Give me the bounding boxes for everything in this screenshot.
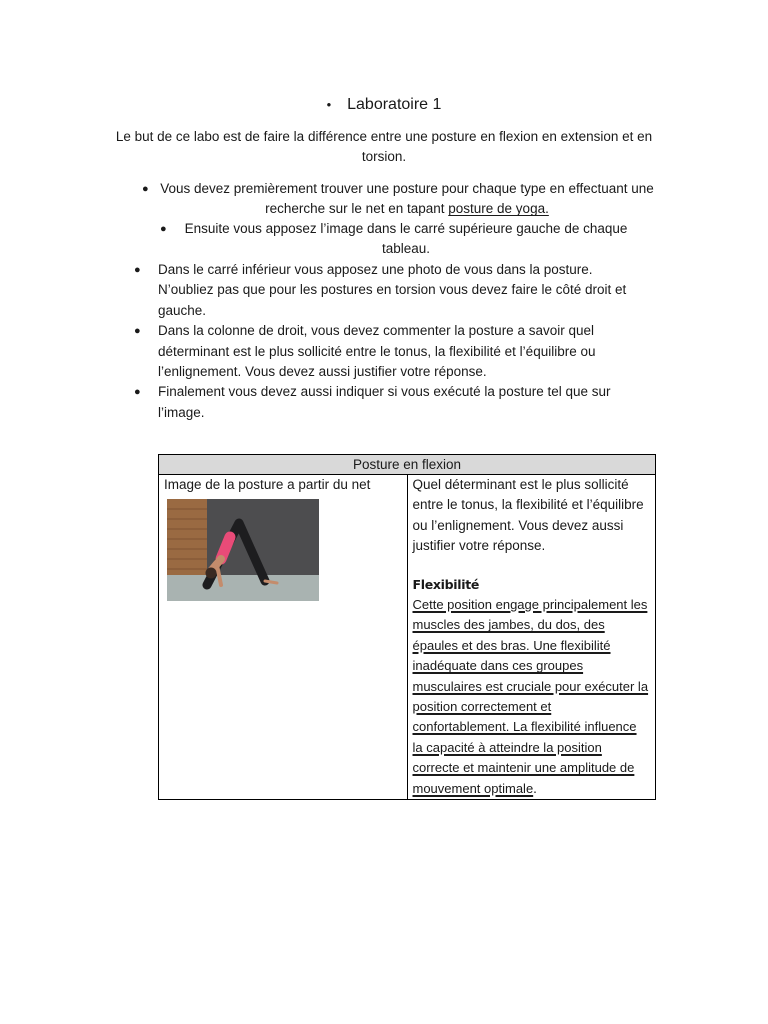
bullet-dot: ● — [134, 264, 141, 276]
bullet-dot: ● — [134, 386, 141, 399]
list-item-text: Finalement vous devez aussi indiquer si vous exécuté la posture tel que sur l’image. — [158, 384, 611, 420]
yoga-pose-image — [167, 499, 319, 601]
instruction-item-image — [160, 219, 632, 260]
bullet-dot: ● — [134, 325, 141, 338]
answer-heading: Flexibilité — [412, 576, 480, 592]
list-item — [134, 382, 648, 423]
instruction-text: Ensuite vous apposez l’image dans le carré supérieure gauche de chaque tableau. — [184, 221, 628, 257]
page-title — [0, 94, 768, 116]
bullet-dot: ● — [160, 223, 167, 235]
bullet-dot: ● — [142, 183, 149, 195]
answer-end: . — [533, 780, 537, 796]
list-item-text: Dans la colonne de droit, vous devez commenter la posture a savoir quel déterminant est le plus sollicité entre le tonus, la flexibilité et l’équilibre ou l’enlignement. Vous devez aussi justifier votre réponse. — [158, 323, 596, 380]
list-item-text: Dans le carré inférieur vous apposez une photo de vous dans la posture. N’oubliez pas que pour les postures en torsion vous devez faire le côté droit et gauche. — [158, 262, 627, 318]
commentary-cell — [407, 475, 656, 800]
list-item — [134, 321, 648, 382]
instruction-text: Vous devez premièrement trouver une posture pour chaque type en effectuant une recherche sur le net en tapant — [160, 181, 654, 217]
posture-table — [158, 454, 656, 800]
table-header: Posture en flexion — [159, 455, 656, 475]
list-item — [134, 260, 648, 321]
intro-paragraph: Le but de ce labo est de faire la différence entre une posture en flexion en extension et en torsion. — [115, 129, 653, 165]
title-bullet: • — [326, 97, 332, 112]
search-term-link[interactable]: posture de yoga. — [448, 201, 549, 217]
instruction-list — [134, 260, 648, 423]
question-text: Quel déterminant est le plus sollicité entre le tonus, la flexibilité et l’équilibre ou l’enlignement. Vous devez aussi justifier votre réponse. — [412, 477, 644, 554]
answer-text: Cette position engage principalement les muscles des jambes, du dos, des épaules et des bras. Une flexibilité inadéquate dans ces groupes musculaires est cruciale pour exécuter la position correctement et confortablement. La flexibilité influence la capacité à atteindre la position correcte et maintenir une amplitude de mouvement optimale — [412, 597, 649, 796]
image-cell — [159, 475, 408, 800]
title-text: Laboratoire 1 — [347, 96, 442, 113]
image-cell-label: Image de la posture a partir du net — [164, 477, 371, 492]
instruction-item-search — [142, 179, 654, 220]
answer-block — [413, 595, 651, 799]
